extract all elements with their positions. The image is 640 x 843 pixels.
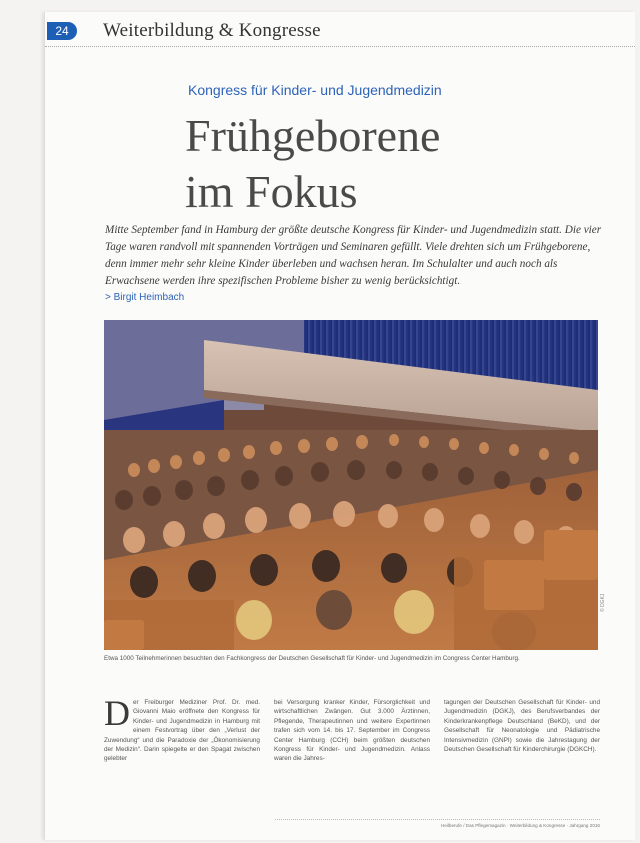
footer-divider (275, 819, 600, 820)
page-footer: Heilberufe / Das Pflegemagazin · Weiterbildung & Kongresse · Jahrgang 2016 (440, 823, 600, 828)
article-kicker: Kongress für Kinder- und Jugendmedizin (188, 82, 442, 98)
article-lead: Mitte September fand in Hamburg der größte deutsche Kongress für Kinder- und Jugendmedizin statt. Die vier Tage waren randvoll mit spannenden Vorträgen und Seminaren gefüllt. Viele drehten sich um Frühgeborene, denn immer mehr sehr kleine Kinder überleben und wachsen heran. Im Schulalter und auch noch als Erwachsene werden ihre spezifischen Probleme bisher zu wenig berücksichtigt. (105, 224, 602, 287)
article-author: > Birgit Heimbach (105, 292, 185, 303)
drop-cap: D (104, 698, 130, 733)
magazine-page (44, 12, 635, 840)
article-headline (185, 108, 440, 220)
section-title: Weiterbildung & Kongresse (103, 20, 321, 41)
photo-credit: © DGKJ (600, 593, 606, 612)
body-column-3: tagungen der Deutschen Gesellschaft für Kinder- und Jugendmedizin (DGKJ), des Berufsverbandes der Kinderkrankenpflege Deutschland (BeKD), und der Gesellschaft für Neonatologie und Pädiatrische Intensivmedizin (GNPI) sowie die Jahrestagung der Deutschen Gesellschaft für Kinderchirurgie (DGKCH). (444, 699, 600, 754)
conference-audience-photo (104, 320, 598, 650)
article-body (104, 698, 600, 798)
body-column-2: bei Versorgung kranker Kinder, Fürsorglichkeit und wirtschaftlichen Zwängen. Gut 3.000 Ärztinnen, Pflegende, Therapeutinnen und weitere Expertinnen trafen sich vom 14. bis 17. September im Congress Center Hamburg (CCH) beim größten deutschen Kongress für Kinder- und Jugendmedizin. Anlass waren die Jahres- (274, 699, 430, 763)
page-number-badge: 24 (47, 22, 77, 40)
headline-line-2: im Fokus (185, 166, 358, 217)
page-header (45, 20, 635, 46)
body-column-1 (104, 698, 260, 798)
header-divider (45, 46, 635, 47)
photo-caption: Etwa 1000 Teilnehmerinnen besuchten den Fachkongress der Deutschen Gesellschaft für Kinder- und Jugendmedizin im Congress Center Hamburg. (104, 655, 520, 662)
headline-line-1: Frühgeborene (185, 110, 441, 161)
body-column-1-text: er Freiburger Mediziner Prof. Dr. med. Giovanni Maio eröffnete den Kongress für Kinder- und Jugendmedizin in Hamburg mit einem Festvortrag über den „Verlust der Zuwendung“ und die Paradoxie der „Ökonomisierung der Medizin“. Darin spiegelte er den Spagat zwischen gelebter (104, 699, 260, 763)
